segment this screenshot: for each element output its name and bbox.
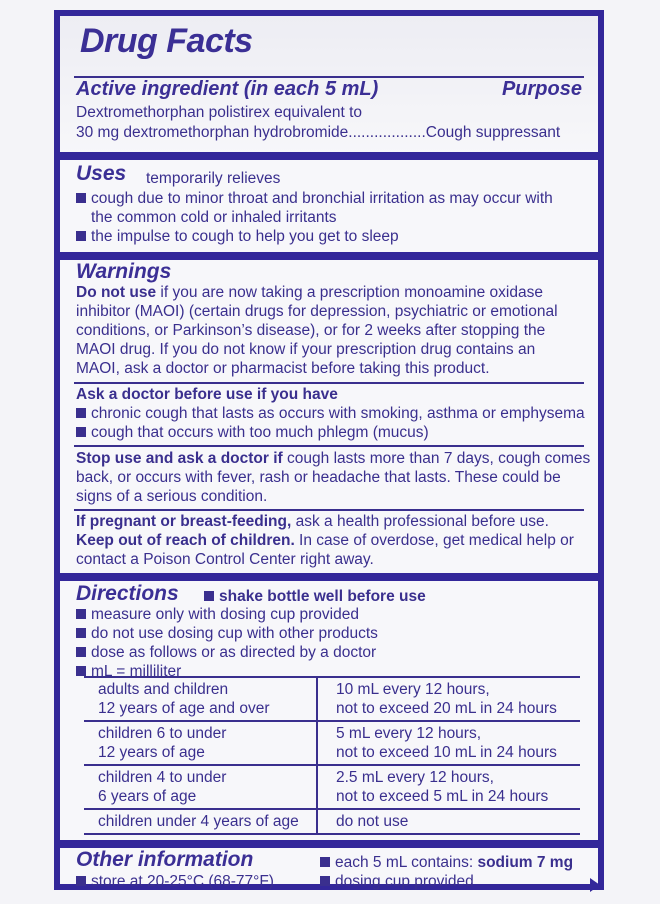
- list-item: the impulse to cough to help you get to sleep: [76, 228, 399, 246]
- leader-dots: ..................: [348, 124, 426, 141]
- dosing-table: [84, 676, 580, 835]
- shake-instruction: shake bottle well before use: [204, 588, 426, 606]
- warning-line: MAOI drug. If you do not know if your prescription drug contains an: [76, 341, 536, 358]
- divider: [74, 382, 584, 384]
- bullet-icon: [76, 193, 86, 203]
- bullet-icon: [76, 647, 86, 657]
- active-ingredient-line: [76, 124, 560, 142]
- list-item: each 5 mL contains: sodium 7 mg: [320, 854, 573, 872]
- page-title: Drug Facts: [80, 22, 253, 60]
- pregnant-warning: If pregnant or breast-feeding, ask a health professional before use.: [76, 513, 549, 530]
- age-cell: children 4 to under 6 years of age: [84, 765, 317, 809]
- age-cell: children under 4 years of age: [84, 809, 317, 834]
- table-row: [84, 809, 580, 834]
- list-item: dosing cup provided: [320, 873, 474, 891]
- uses-intro: temporarily relieves: [146, 170, 281, 187]
- warnings-heading: Warnings: [76, 260, 172, 283]
- list-item: measure only with dosing cup provided: [76, 606, 359, 624]
- active-ingredient-heading: Active ingredient (in each 5 mL): [76, 78, 379, 100]
- warning-do-not-use: Do not use if you are now taking a prescription monoamine oxidase: [76, 284, 543, 301]
- bullet-icon: [76, 666, 86, 676]
- table-row: [84, 721, 580, 765]
- drug-facts-panel: [54, 10, 604, 890]
- ask-doctor-label: Ask a doctor before use if you have: [76, 386, 338, 403]
- dose-cell: 10 mL every 12 hours, not to exceed 20 mL in 24 hours: [317, 677, 580, 721]
- bullet-icon: [320, 876, 330, 886]
- table-row: [84, 677, 580, 721]
- divider: [74, 509, 584, 511]
- section-divider: [60, 573, 598, 581]
- section-divider: [60, 840, 598, 848]
- active-ingredient-name: 30 mg dextromethorphan hydrobromide: [76, 124, 349, 141]
- bullet-icon: [76, 231, 86, 241]
- list-item: cough that occurs with too much phlegm (mucus): [76, 424, 429, 442]
- bullet-icon: [76, 609, 86, 619]
- warning-line: MAOI, ask a doctor or pharmacist before taking this product.: [76, 360, 490, 377]
- uses-heading: Uses: [76, 162, 127, 185]
- continue-arrow-icon: [590, 878, 600, 892]
- bullet-icon: [76, 628, 86, 638]
- list-item: chronic cough that lasts as occurs with smoking, asthma or emphysema: [76, 405, 585, 423]
- bullet-icon: [204, 591, 214, 601]
- bullet-icon: [76, 427, 86, 437]
- divider: [74, 445, 584, 447]
- table-row: [84, 765, 580, 809]
- age-cell: adults and children 12 years of age and over: [84, 677, 317, 721]
- dose-cell: 5 mL every 12 hours, not to exceed 10 mL in 24 hours: [317, 721, 580, 765]
- stop-use-warning: Stop use and ask a doctor if cough lasts more than 7 days, cough comes: [76, 450, 591, 467]
- warning-line: contact a Poison Control Center right away.: [76, 551, 374, 568]
- list-item: mL = milliliter: [76, 663, 181, 681]
- list-item: cough due to minor throat and bronchial irritation as may occur with: [76, 190, 553, 208]
- warning-line: conditions, or Parkinson’s disease), or for 2 weeks after stopping the: [76, 322, 546, 339]
- purpose-heading: Purpose: [501, 78, 582, 100]
- list-item: dose as follows or as directed by a doctor: [76, 644, 376, 662]
- warning-line: inhibitor (MAOI) (certain drugs for depression, psychiatric or emotional: [76, 303, 558, 320]
- age-cell: children 6 to under 12 years of age: [84, 721, 317, 765]
- section-divider: [60, 252, 598, 260]
- warning-line: back, or occurs with fever, rash or headache that lasts. These could be: [76, 469, 561, 486]
- active-ingredient-line: Dextromethorphan polistirex equivalent to: [76, 104, 363, 121]
- section-divider: [60, 152, 598, 160]
- directions-heading: Directions: [76, 582, 179, 605]
- list-item-continued: the common cold or inhaled irritants: [91, 209, 337, 226]
- keep-out-warning: Keep out of reach of children. In case of overdose, get medical help or: [76, 532, 574, 549]
- purpose-text: Cough suppressant: [425, 124, 561, 141]
- bullet-icon: [76, 408, 86, 418]
- bullet-icon: [76, 876, 86, 886]
- warning-line: signs of a serious condition.: [76, 488, 268, 505]
- list-item: do not use dosing cup with other products: [76, 625, 378, 643]
- other-info-heading: Other information: [76, 848, 254, 871]
- dose-cell: 2.5 mL every 12 hours, not to exceed 5 mL in 24 hours: [317, 765, 580, 809]
- dose-cell: do not use: [317, 809, 580, 834]
- list-item: store at 20-25°C (68-77°F): [76, 873, 274, 891]
- bullet-icon: [320, 857, 330, 867]
